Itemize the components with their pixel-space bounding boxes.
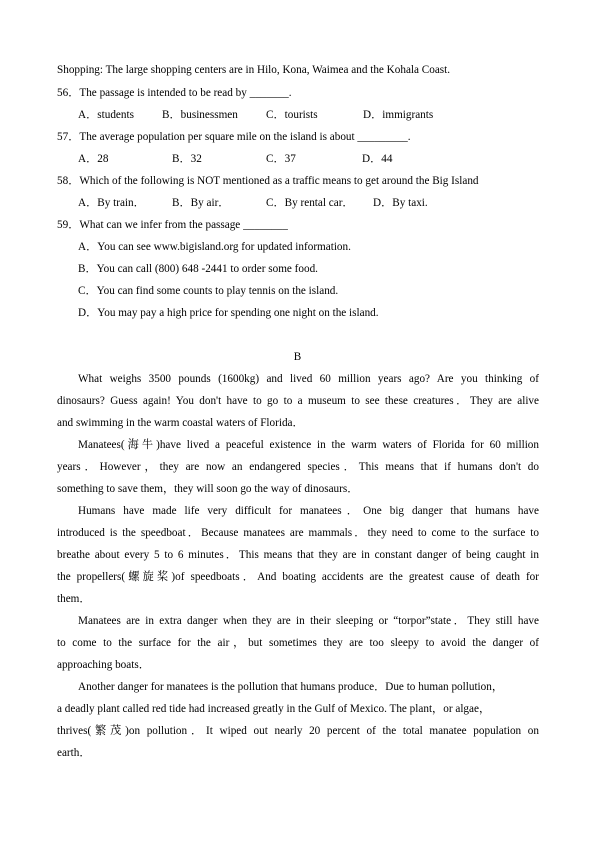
question-59-option-d: D．You may pay a high price for spending one night on the island. [78, 307, 379, 319]
paragraph-1-line-2: dinosaurs? Guess again! You don't have to go to a museum to see these creatures．They are alive [57, 395, 539, 407]
question-56-option-a: A．students [78, 109, 134, 121]
question-56-stem: 56．The passage is intended to be read by _______. [57, 87, 292, 99]
paragraph-5-line-2: a deadly plant called red tide had increased greatly in the Gulf of Mexico. The plant，or algae， [57, 703, 491, 715]
paragraph-3-line-2: introduced is the speedboat．Because manatees are mammals．they need to come to the surface to [57, 527, 539, 539]
question-59-option-c: C．You can find some counts to play tennis on the island. [78, 285, 339, 297]
paragraph-3-line-5: them． [57, 593, 91, 605]
question-57-option-a: A．28 [78, 153, 109, 165]
question-56-option-c: C．tourists [266, 109, 318, 121]
paragraph-1-line-3: and swimming in the warm coastal waters of Florida． [57, 417, 304, 429]
question-58-stem: 58．Which of the following is NOT mentioned as a traffic means to get around the Big Island [57, 175, 479, 187]
paragraph-3-line-1: Humans have made life very difficult for manatees．One big danger that humans have [78, 505, 539, 517]
paragraph-5-line-1: Another danger for manatees is the pollution that humans produce．Due to human pollution， [78, 681, 504, 693]
question-57-option-c: C．37 [266, 153, 296, 165]
paragraph-1-line-1: What weighs 3500 pounds (1600kg) and lived 60 million years ago? Are you thinking of [78, 373, 539, 385]
question-56-option-b: B．businessmen [162, 109, 238, 121]
question-56-option-d: D．immigrants [363, 109, 434, 121]
question-58-option-b: B．By air． [172, 197, 230, 209]
shopping-info-line: Shopping: The large shopping centers are in Hilo, Kona, Waimea and the Kohala Coast. [57, 64, 451, 76]
question-57-option-b: B．32 [172, 153, 202, 165]
question-59-option-b: B．You can call (800) 648 ‐2441 to order some food. [78, 263, 318, 275]
section-title: B [293, 351, 302, 363]
paragraph-4-line-1: Manatees are in extra danger when they are in their sleeping or “torpor”state．They still have [78, 615, 539, 627]
paragraph-5-line-4: earth． [57, 747, 91, 759]
paragraph-2-line-1: Manatees(海牛)have lived a peaceful existence in the warm waters of Florida for 60 million [78, 439, 539, 451]
paragraph-3-line-4: the propellers(螺旋桨)of speedboats．And boating accidents are the greatest cause of death for [57, 571, 539, 583]
paragraph-3-line-3: breathe about every 5 to 6 minutes．This means that they are in constant danger of being caught in [57, 549, 539, 561]
paragraph-5-line-3: thrives(繁茂)on pollution．It wiped out nearly 20 percent of the total manatee population on [57, 725, 539, 737]
paragraph-4-line-3: approaching boats． [57, 659, 150, 671]
paragraph-4-line-2: to come to the surface for the air，but sometimes they are too sleepy to avoid the danger of [57, 637, 539, 649]
question-57-stem: 57．The average population per square mile on the island is about _________. [57, 131, 411, 143]
question-59-stem: 59．What can we infer from the passage ________ [57, 219, 288, 231]
paragraph-2-line-3: something to save them，they will soon go the way of dinosaurs． [57, 483, 359, 495]
question-57-option-d: D．44 [362, 153, 393, 165]
question-58-option-a: A．By train． [78, 197, 145, 209]
question-58-option-d: D．By taxi. [373, 197, 428, 209]
paragraph-2-line-2: years．However，they are now an endangered species．This means that if humans don't do [57, 461, 539, 473]
question-59-option-a: A．You can see www.bigisland.org for updated information. [78, 241, 351, 253]
question-58-option-c: C．By rental car． [266, 197, 354, 209]
